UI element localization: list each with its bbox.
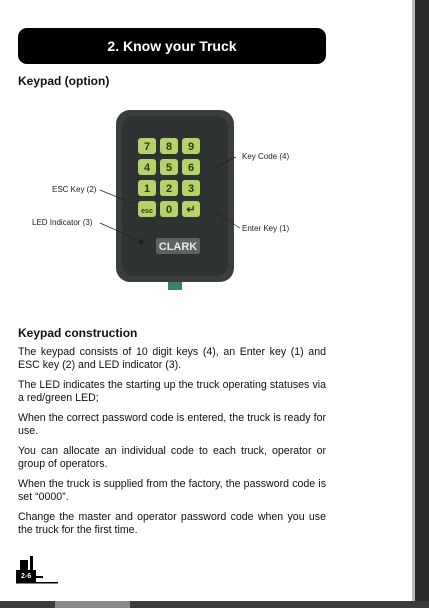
callout-key-code: Key Code (4) [242,152,290,161]
paragraph: The keypad consists of 10 digit keys (4), an Enter key (1) and ESC key (2) and LED indicator (3). [18,346,326,371]
key-label: 3 [187,183,195,195]
paragraph: Change the master and operator password code when you use the truck for the first time. [18,511,326,536]
callout-esc-key: ESC Key (2) [52,185,97,194]
keypad-figure [18,100,328,300]
key-label: ↵ [186,204,196,216]
key-label: 0 [165,204,173,216]
key-label: 2 [165,183,173,195]
keypad-heading: Keypad (option) [18,74,110,88]
paragraph: When the truck is supplied from the factory, the password code is set “0000”. [18,478,326,503]
key-label: 5 [165,162,173,174]
callout-led-indicator: LED Indicator (3) [32,218,93,227]
construction-body [18,346,326,544]
key-label: 4 [143,162,151,174]
paragraph: When the correct password code is entered, the truck is ready for use. [18,412,326,437]
key-label: 9 [187,141,195,153]
section-title: 2. Know your Truck [107,38,237,54]
scroll-thumb[interactable] [55,601,130,608]
key-label: 7 [143,141,151,153]
callout-enter-key: Enter Key (1) [242,224,290,233]
construction-heading: Keypad construction [18,326,138,340]
page-number: 2-6 [21,573,32,580]
paragraph: The LED indicates the starting up the truck operating statuses via a red/green LED; [18,379,326,404]
key-label: 1 [143,183,151,195]
key-label: 8 [165,141,173,153]
key-label: esc [141,208,153,215]
key-label: 6 [187,162,195,174]
brand-label: CLARK [158,241,198,253]
page-edge-line [412,0,415,608]
led-indicator [139,240,144,245]
paragraph: You can allocate an individual code to each truck, operator or group of operators. [18,445,326,470]
page-edge-right [413,0,429,608]
keypad-illustration [18,100,328,300]
section-header [18,28,326,64]
